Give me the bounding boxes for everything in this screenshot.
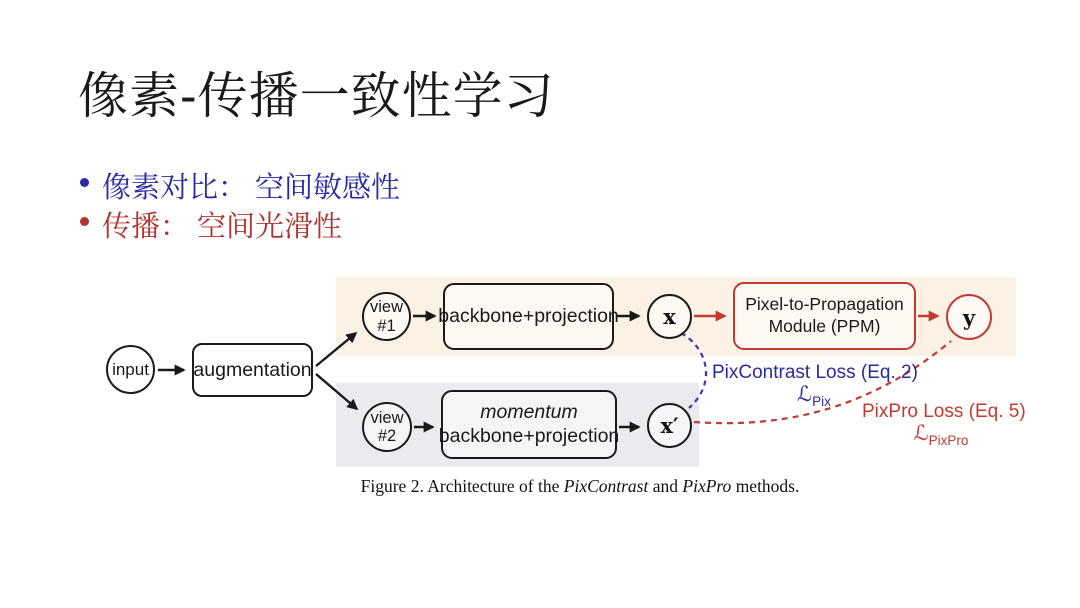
input-node <box>106 345 155 394</box>
momentum-backbone-node <box>438 390 620 459</box>
ppm-node <box>733 282 916 350</box>
view2-label-line1: view <box>370 408 404 427</box>
momentum-label-line2: backbone+projection <box>438 424 620 447</box>
input-label: input <box>112 359 149 379</box>
xprime-label: x′ <box>660 413 679 438</box>
caption-pixpro-italic: PixPro <box>682 476 732 496</box>
caption-pixcontrast-italic: PixContrast <box>563 476 649 496</box>
bullet-dot-icon <box>80 217 89 226</box>
pixpro-loss-label <box>862 401 1026 449</box>
x-label: x <box>663 304 676 329</box>
xprime-feature-node <box>647 403 692 448</box>
backbone-label: backbone+projection <box>438 305 619 327</box>
pixcontrast-loss-text: PixContrast Loss (Eq. 2) <box>712 362 918 383</box>
figure-caption: Figure 2. Architecture of the PixContrast and PixPro methods. <box>360 476 800 496</box>
momentum-label-line1: momentum <box>480 400 578 423</box>
ppm-label-line1: Pixel-to-Propagation <box>745 294 904 315</box>
view1-node <box>362 292 411 341</box>
bullet-item-pixel-contrast <box>80 165 400 206</box>
bullet-dot-icon <box>80 178 89 187</box>
pixpro-loss-text: PixPro Loss (Eq. 5) <box>862 401 1026 422</box>
augmentation-label: augmentation <box>193 358 312 381</box>
view1-label-line1: view <box>369 298 403 317</box>
y-label: y <box>962 304 976 330</box>
augmentation-node <box>192 343 313 397</box>
backbone-projection-node <box>438 283 619 350</box>
slide-title: 像素-传播一致性学习 <box>78 68 555 124</box>
bullet-item-propagation <box>80 204 342 245</box>
bullet-text: 像素对比： 空间敏感性 <box>102 172 401 204</box>
view2-label-line2: #2 <box>377 427 397 445</box>
ppm-label-line2: Module (PPM) <box>768 316 881 336</box>
bullet-text: 传播： 空间光滑性 <box>102 211 343 243</box>
view2-node <box>362 402 412 452</box>
pixpro-loss-symbol: ℒ$_{PixPro}$ <box>913 421 969 449</box>
y-feature-node <box>946 294 992 340</box>
x-feature-node <box>647 294 692 339</box>
pixcontrast-loss-symbol: ℒ$_{Pix}$ <box>797 382 831 410</box>
view1-label-line2: #1 <box>377 316 396 335</box>
